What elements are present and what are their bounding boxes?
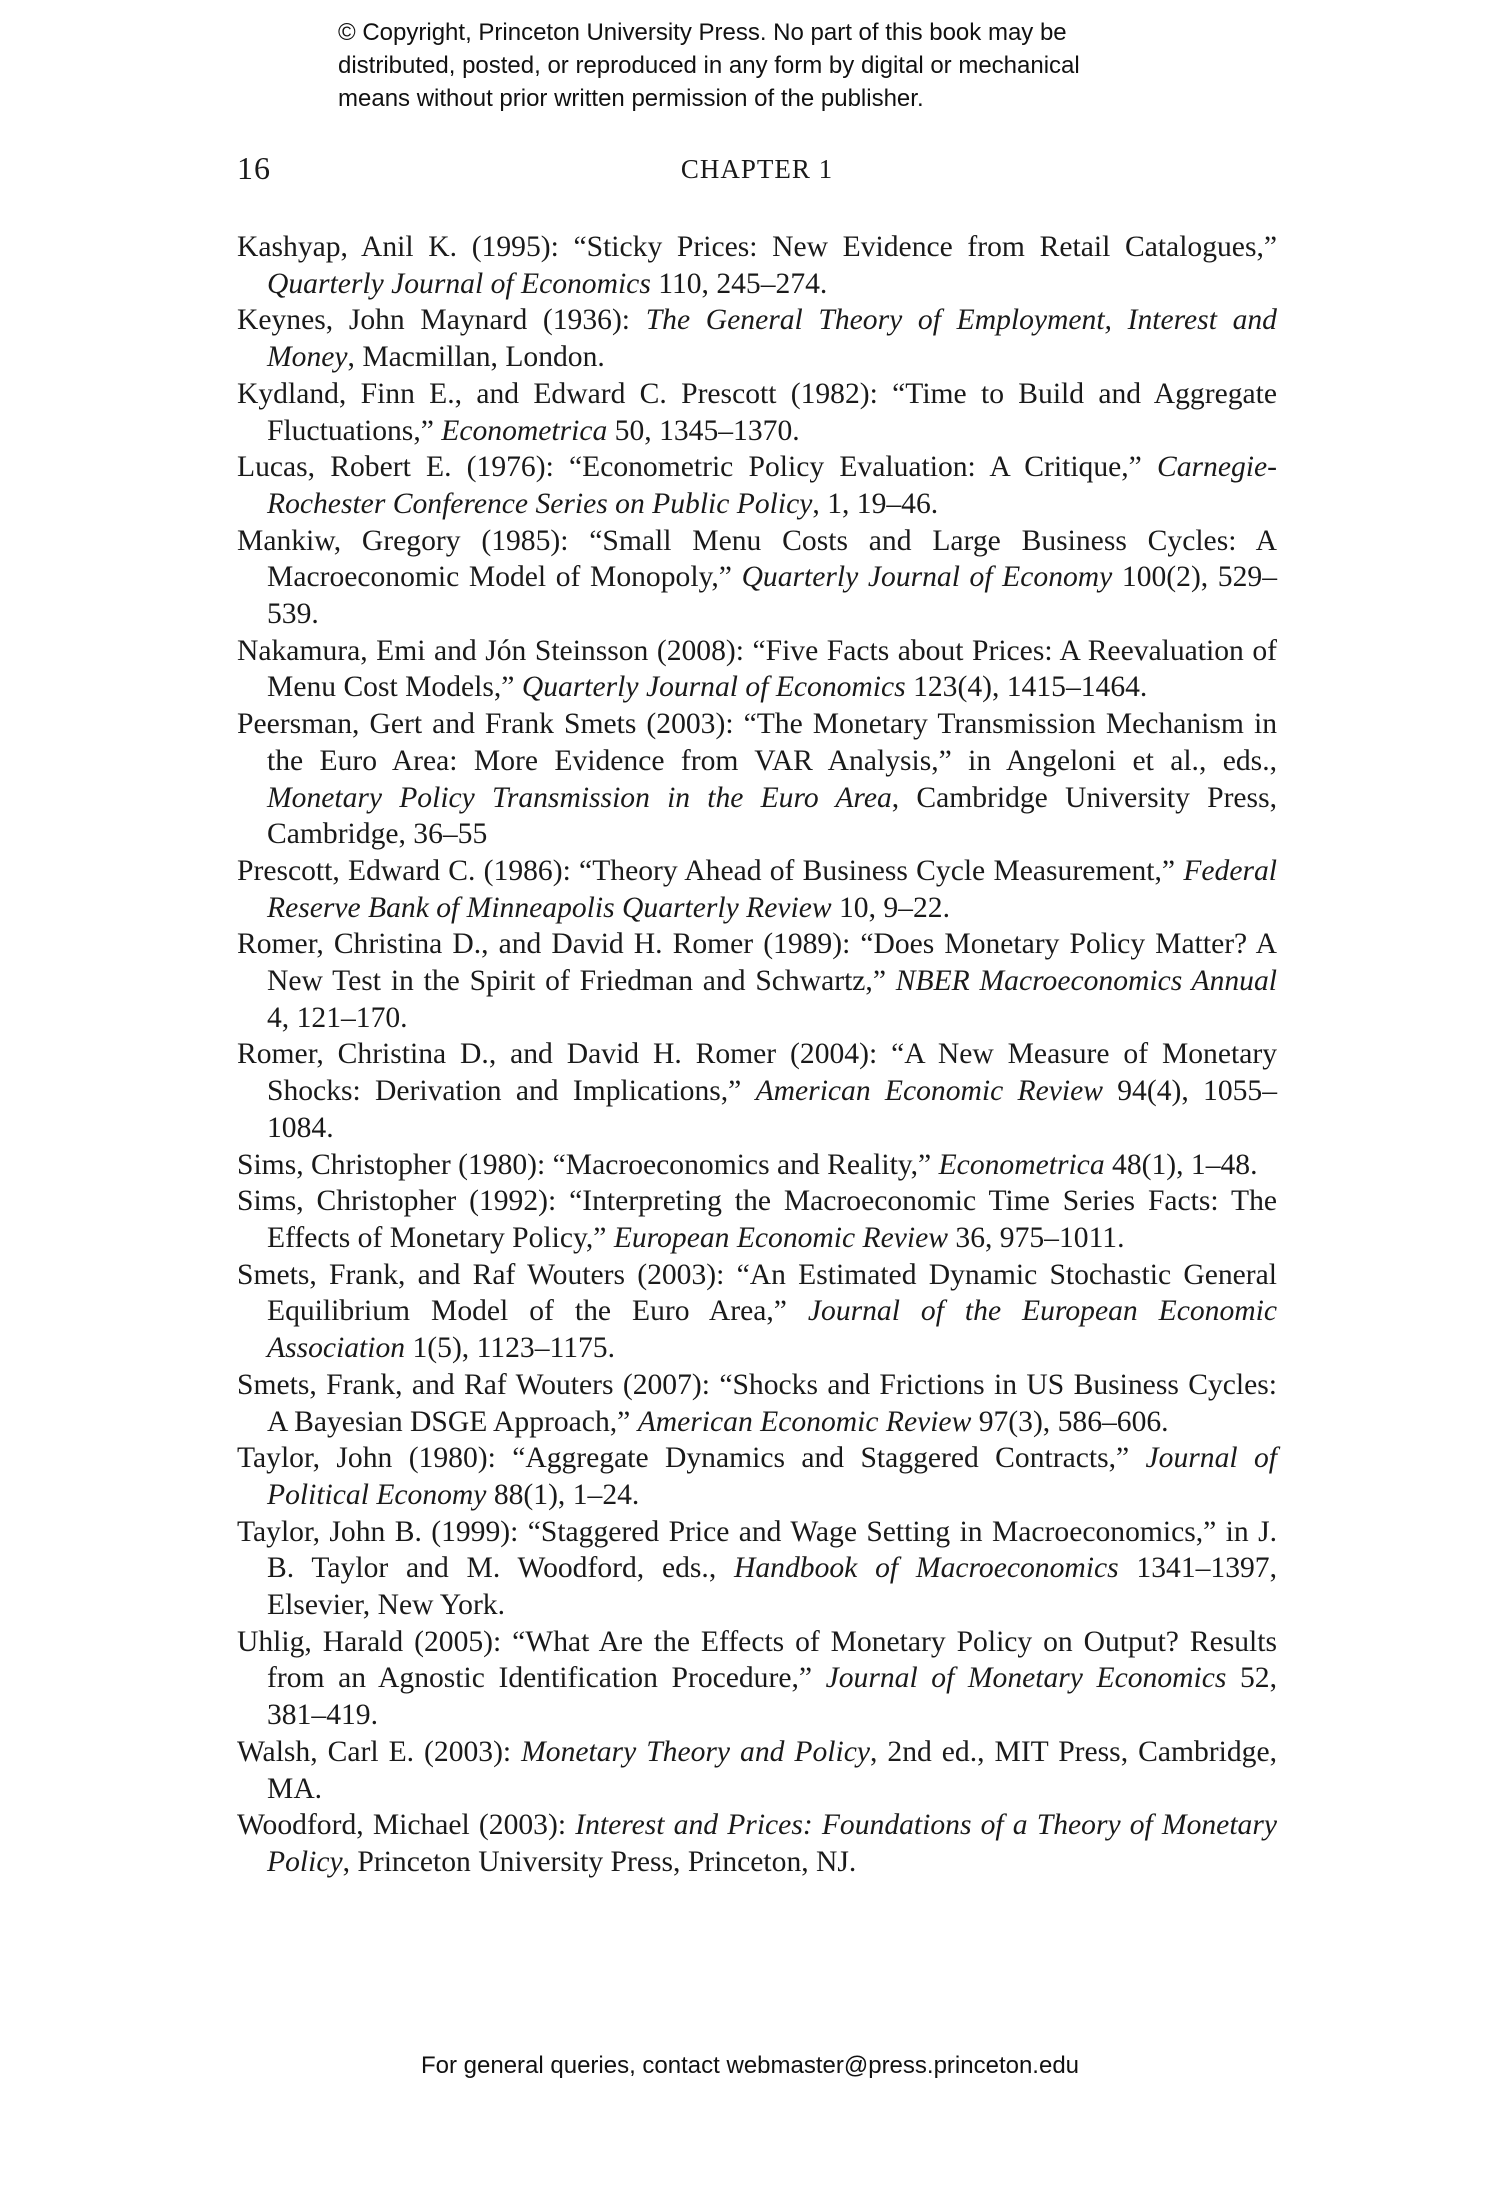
reference-text: Uhlig, Harald (2005): “What Are the Effects of Monetary Policy on Output? Results from an Agnostic Identification Procedure,”: [237, 1625, 1277, 1695]
reference-details: 123(4), 1415–1464.: [905, 671, 1148, 704]
reference-entry: [237, 1514, 1277, 1624]
reference-entry: [237, 376, 1277, 449]
reference-source: Interest and Prices: Foundations of a Theory of Monetary Policy: [267, 1809, 1277, 1878]
reference-entry: [237, 633, 1277, 706]
reference-entry: [237, 1257, 1277, 1367]
reference-details: 4, 121–170.: [267, 1001, 408, 1034]
reference-details: 36, 975–1011.: [948, 1221, 1125, 1254]
reference-text: Walsh, Carl E. (2003):: [237, 1735, 522, 1768]
reference-text: Woodford, Michael (2003):: [237, 1809, 576, 1842]
reference-text: Nakamura, Emi and Jón Steinsson (2008): “Five Facts about Prices: A Reevaluation of Menu Cost Models,”: [237, 634, 1277, 704]
reference-source: European Economic Review: [613, 1221, 948, 1254]
reference-entry: [237, 523, 1277, 633]
reference-source: Quarterly Journal of Economy: [741, 561, 1113, 594]
reference-entry: [237, 229, 1277, 302]
reference-text: Mankiw, Gregory (1985): “Small Menu Costs and Large Business Cycles: A Macroeconomic Model of Monopoly,”: [237, 524, 1277, 594]
reference-source: NBER Macroeconomics Annual: [895, 965, 1277, 998]
reference-source: Journal of the European Economic Association: [267, 1295, 1277, 1365]
reference-text: Prescott, Edward C. (1986): “Theory Ahead of Business Cycle Measurement,”: [237, 854, 1184, 887]
reference-text: Kashyap, Anil K. (1995): “Sticky Prices: New Evidence from Retail Catalogues,”: [237, 231, 1277, 263]
reference-details: 110, 245–274.: [650, 267, 828, 300]
reference-entry: [237, 1183, 1277, 1256]
reference-details: , 2nd ed., MIT Press, Cambridge, MA.: [267, 1735, 1277, 1805]
reference-text: Taylor, John (1980): “Aggregate Dynamics and Staggered Contracts,”: [237, 1442, 1146, 1475]
copyright-notice: [338, 16, 1238, 115]
reference-entry: [237, 1147, 1277, 1184]
reference-details: 88(1), 1–24.: [486, 1478, 640, 1511]
reference-source: American Economic Review: [755, 1075, 1103, 1108]
reference-entry: [237, 926, 1277, 1036]
reference-text: Taylor, John B. (1999): “Staggered Price and Wage Setting in Macroeconomics,” in J. B. Taylor and M. Woodford, eds.,: [237, 1515, 1277, 1585]
reference-details: 10, 9–22.: [831, 891, 950, 924]
reference-source: Journal of Monetary Economics: [825, 1662, 1227, 1695]
reference-entry: [237, 1440, 1277, 1513]
reference-text: Keynes, John Maynard (1936):: [237, 304, 646, 337]
reference-details: 48(1), 1–48.: [1104, 1148, 1258, 1181]
reference-entry: [237, 1624, 1277, 1734]
reference-list: [237, 229, 1277, 1881]
reference-source: Monetary Theory and Policy: [521, 1735, 871, 1768]
reference-entry: [237, 1367, 1277, 1440]
reference-details: , Macmillan, London.: [347, 341, 605, 374]
reference-text: Sims, Christopher (1992): “Interpreting the Macroeconomic Time Series Facts: The Effects of Monetary Policy,”: [237, 1185, 1277, 1254]
reference-entry: [237, 706, 1277, 853]
reference-source: Handbook of Macroeconomics: [734, 1552, 1119, 1585]
page-number: 16: [237, 150, 271, 186]
reference-details: 100(2), 529–539.: [267, 561, 1277, 631]
reference-source: American Economic Review: [637, 1405, 972, 1438]
reference-source: Carnegie-Rochester Conference Series on Public Policy: [267, 451, 1277, 520]
reference-text: Kydland, Finn E., and Edward C. Prescott (1982): “Time to Build and Aggregate Fluctuations,”: [237, 377, 1277, 447]
reference-entry: [237, 1036, 1277, 1146]
reference-entry: [237, 1807, 1277, 1880]
reference-entry: [237, 449, 1277, 522]
reference-entry: [237, 853, 1277, 926]
reference-text: Sims, Christopher (1980): “Macroeconomics and Reality,”: [237, 1148, 939, 1181]
reference-source: Quarterly Journal of Economics: [521, 671, 906, 704]
reference-source: The General Theory of Employment, Interest and Money: [267, 304, 1277, 374]
reference-text: Romer, Christina D., and David H. Romer (1989): “Does Monetary Policy Matter? A New Test in the Spirit of Friedman and Schwartz,”: [237, 928, 1277, 998]
reference-text: Romer, Christina D., and David H. Romer (2004): “A New Measure of Monetary Shocks: Derivation and Implications,”: [237, 1038, 1277, 1108]
reference-entry: [237, 302, 1277, 375]
reference-details: 1341–1397, Elsevier, New York.: [267, 1552, 1277, 1622]
reference-details: , Princeton University Press, Princeton, NJ.: [342, 1845, 857, 1878]
reference-text: Peersman, Gert and Frank Smets (2003): “The Monetary Transmission Mechanism in the Euro Area: More Evidence from VAR Analysis,” in Angeloni et al., eds.,: [237, 708, 1277, 777]
reference-entry: [237, 1734, 1277, 1807]
reference-source: Journal of Political Economy: [267, 1442, 1277, 1511]
reference-text: Smets, Frank, and Raf Wouters (2007): “Shocks and Frictions in US Business Cycles: A Bayesian DSGE Approach,”: [237, 1368, 1277, 1438]
reference-text: Lucas, Robert E. (1976): “Econometric Policy Evaluation: A Critique,”: [237, 451, 1157, 484]
copyright-line: distributed, posted, or reproduced in any form by digital or mechanical: [338, 52, 1080, 79]
reference-source: Federal Reserve Bank of Minneapolis Quarterly Review: [267, 854, 1277, 924]
reference-source: Econometrica: [441, 414, 608, 447]
running-head: [237, 150, 1277, 190]
reference-source: Econometrica: [938, 1148, 1105, 1181]
reference-source: Monetary Policy Transmission in the Euro Area: [267, 781, 892, 814]
reference-details: , 1, 19–46.: [812, 487, 939, 520]
reference-details: 52, 381–419.: [267, 1662, 1277, 1732]
reference-source: Quarterly Journal of Economics: [267, 267, 651, 300]
reference-details: 97(3), 586–606.: [971, 1405, 1169, 1438]
reference-details: 50, 1345–1370.: [607, 414, 800, 447]
reference-details: , Cambridge University Press, Cambridge, 36–55: [267, 781, 1277, 851]
copyright-line: means without prior written permission of the publisher.: [338, 85, 924, 112]
chapter-label: CHAPTER 1: [680, 154, 834, 184]
reference-details: 94(4), 1055–1084.: [267, 1075, 1278, 1144]
footer-contact: For general queries, contact webmaster@press.princeton.edu: [420, 2052, 1080, 2079]
copyright-line: © Copyright, Princeton University Press. No part of this book may be: [338, 19, 1067, 46]
reference-details: 1(5), 1123–1175.: [405, 1332, 615, 1365]
reference-text: Smets, Frank, and Raf Wouters (2003): “An Estimated Dynamic Stochastic General Equilibrium Model of the Euro Area,”: [237, 1258, 1277, 1328]
